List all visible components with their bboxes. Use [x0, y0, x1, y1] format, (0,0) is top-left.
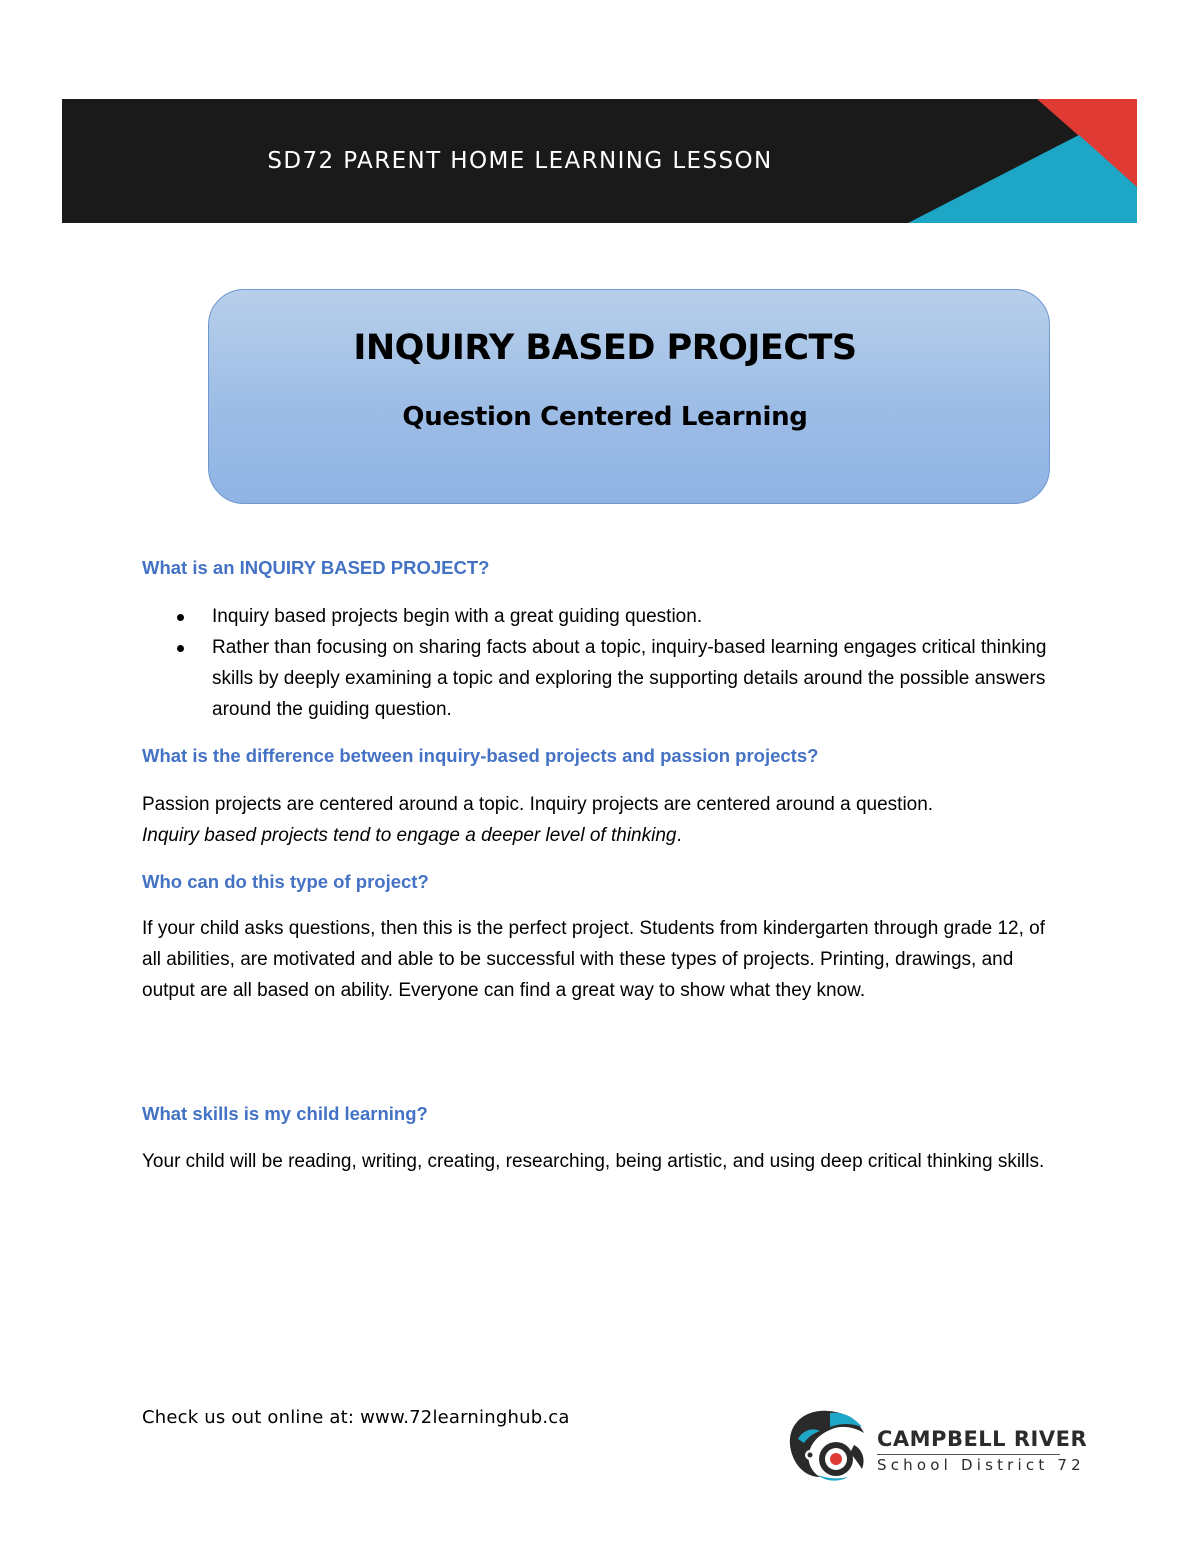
what-is-bullet-list	[142, 601, 1062, 725]
logo-name: CAMPBELL RIVER	[877, 1427, 1088, 1451]
section-heading-skills: What skills is my child learning?	[142, 1103, 428, 1124]
difference-italic-end: .	[676, 825, 682, 846]
bullet-icon	[177, 645, 184, 652]
section-heading-who: Who can do this type of project?	[142, 871, 429, 892]
difference-text: Passion projects are centered around a topic. Inquiry projects are centered around a question.	[142, 794, 934, 815]
footer-website-text: Check us out online at: www.72learninghub.ca	[142, 1407, 570, 1428]
banner-title: SD72 PARENT HOME LEARNING LESSON	[267, 148, 773, 174]
difference-italic-text: Inquiry based projects tend to engage a deeper level of thinking	[142, 825, 677, 846]
orca-emblem-icon	[784, 1405, 874, 1485]
bullet-icon	[177, 614, 184, 621]
section-heading-what-is: What is an INQUIRY BASED PROJECT?	[142, 557, 490, 578]
list-item	[142, 632, 1062, 725]
who-paragraph: If your child asks questions, then this is the perfect project. Students from kindergarten through grade 12, of all abilities, are motivated and able to be successful with these types of projects. Printing, drawings, and output are all based on ability. Everyone can find a great way to show what they know.	[142, 918, 1046, 1001]
section-heading-difference: What is the difference between inquiry-based projects and passion projects?	[142, 745, 819, 766]
header-banner	[62, 99, 1137, 223]
title-box	[208, 289, 1050, 504]
difference-paragraph	[142, 789, 1062, 851]
logo-subtitle: School District 72	[877, 1456, 1085, 1474]
page-title: INQUIRY BASED PROJECTS	[353, 328, 857, 368]
page-subtitle: Question Centered Learning	[402, 402, 808, 432]
logo-divider	[877, 1454, 1060, 1455]
bullet-text: Inquiry based projects begin with a great guiding question.	[212, 606, 703, 627]
school-district-logo	[784, 1405, 1088, 1485]
list-item	[142, 601, 1062, 632]
skills-paragraph: Your child will be reading, writing, creating, researching, being artistic, and using deep critical thinking skills.	[142, 1151, 1045, 1172]
bullet-text: Rather than focusing on sharing facts about a topic, inquiry-based learning engages critical thinking skills by deeply examining a topic and exploring the supporting details around the possible answers around the guiding question.	[212, 637, 1047, 720]
